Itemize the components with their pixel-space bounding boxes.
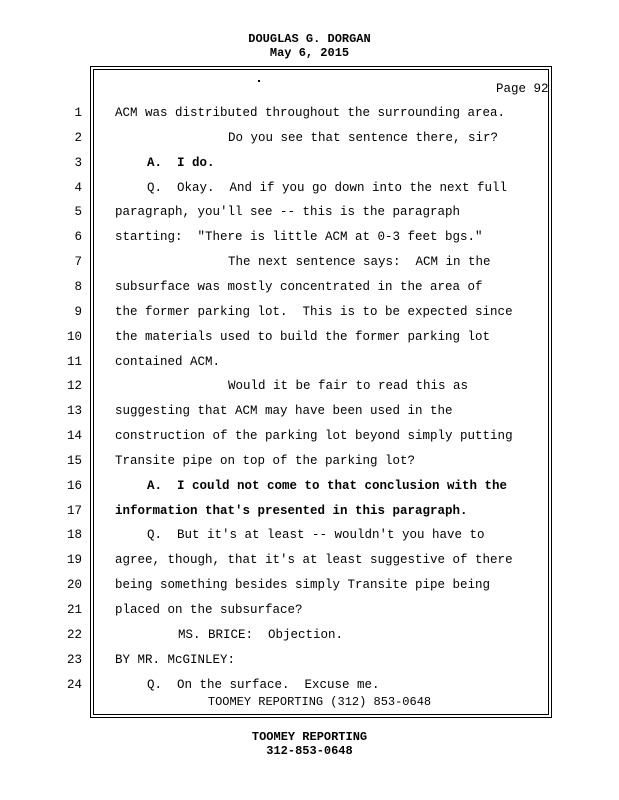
line-number: 2 (74, 131, 82, 145)
line-number: 22 (66, 628, 82, 642)
transcript-line: Do you see that sentence there, sir? (228, 131, 499, 145)
transcript-line: The next sentence says: ACM in the (228, 255, 491, 269)
footer-company: TOOMEY REPORTING (251, 730, 368, 744)
line-number: 18 (66, 528, 82, 542)
line-number: 5 (74, 205, 82, 219)
line-number: 20 (66, 578, 82, 592)
transcript-line: agree, though, that it's at least suggestive of there (115, 553, 513, 567)
transcript-line: being something besides simply Transite pipe being (115, 578, 491, 592)
line-number: 15 (66, 454, 82, 468)
transcript-line: the former parking lot. This is to be expected since (115, 305, 513, 319)
line-number: 19 (66, 553, 82, 567)
line-number: 21 (66, 603, 82, 617)
transcript-line: construction of the parking lot beyond simply putting (115, 429, 513, 443)
line-number: 9 (74, 305, 82, 319)
transcript-line: contained ACM. (115, 355, 221, 369)
line-number: 12 (66, 379, 82, 393)
line-number: 16 (66, 479, 82, 493)
reporter-inner-footer: TOOMEY REPORTING (312) 853-0648 (207, 695, 432, 709)
transcript-line: subsurface was mostly concentrated in the area of (115, 280, 483, 294)
transcript-line: Q. Okay. And if you go down into the next full (147, 181, 508, 195)
transcript-line: ACM was distributed throughout the surrounding area. (115, 106, 506, 120)
deposition-date: May 6, 2015 (269, 46, 350, 60)
transcript-line: suggesting that ACM may have been used in the (115, 404, 453, 418)
line-number: 1 (74, 106, 82, 120)
transcript-line: Q. On the surface. Excuse me. (147, 678, 380, 692)
line-number: 8 (74, 280, 82, 294)
transcript-line: the materials used to build the former parking lot (115, 330, 491, 344)
deponent-name: DOUGLAS G. DORGAN (248, 32, 371, 46)
line-number: 6 (74, 230, 82, 244)
transcript-line: placed on the subsurface? (115, 603, 303, 617)
line-number: 11 (66, 355, 82, 369)
transcript-line: starting: "There is little ACM at 0-3 feet bgs." (115, 230, 483, 244)
transcript-line: MS. BRICE: Objection. (178, 628, 344, 642)
transcript-line: A. I do. (147, 156, 215, 170)
line-number: 3 (74, 156, 82, 170)
footer-phone: 312-853-0648 (266, 744, 353, 758)
line-number: 24 (66, 678, 82, 692)
transcript-line: information that's presented in this paragraph. (115, 504, 468, 518)
line-number: 7 (74, 255, 82, 269)
transcript-line: Q. But it's at least -- wouldn't you have to (147, 528, 485, 542)
scan-dot (258, 80, 260, 82)
line-number: 17 (66, 504, 82, 518)
line-number: 4 (74, 181, 82, 195)
line-number: 13 (66, 404, 82, 418)
page-number: Page 92 (496, 82, 549, 96)
transcript-line: paragraph, you'll see -- this is the paragraph (115, 205, 461, 219)
line-number: 10 (66, 330, 82, 344)
line-number: 23 (66, 653, 82, 667)
transcript-line: Would it be fair to read this as (228, 379, 469, 393)
line-number: 14 (66, 429, 82, 443)
transcript-line: BY MR. McGINLEY: (115, 653, 236, 667)
transcript-line: Transite pipe on top of the parking lot? (115, 454, 416, 468)
transcript-line: A. I could not come to that conclusion with the (147, 479, 508, 493)
